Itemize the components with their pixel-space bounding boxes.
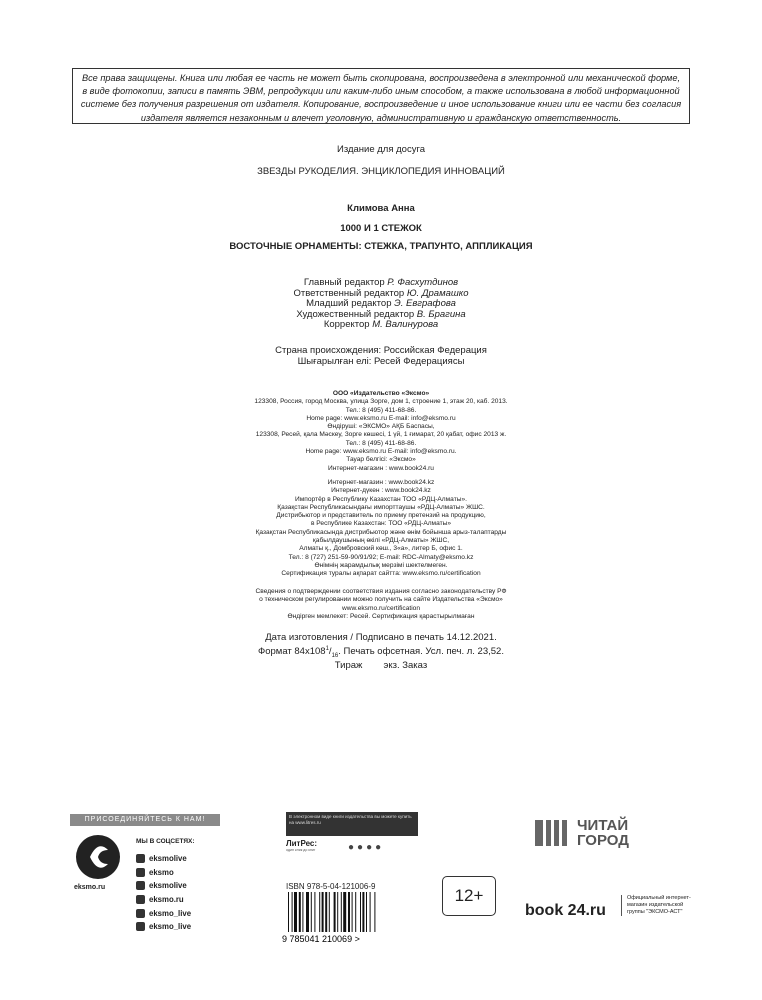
cert-line: о техническом регулировании можно получить на сайте Издательства «Эксмо» [259,596,503,604]
social-item[interactable] [136,866,191,880]
platform-icons: ●●●● [348,842,385,853]
publisher-line: 123308, Россия, город Москва, улица Зорге, дом 1, строение 1, этаж 20, каб. 2013. [254,398,508,406]
credit-role: Корректор [323,319,370,330]
kz-line: Интернет-магазин : www.book24.kz [327,479,435,486]
barcode-bar [325,892,327,932]
barcode-bar [288,892,289,932]
credit-role: Младший редактор [306,298,392,309]
publisher-line: Интернет-магазин : www.book24.ru [328,464,434,472]
barcode-bar [311,892,312,932]
barcode-bar [341,892,342,932]
series-title: ЗВЕЗДЫ РУКОДЕЛИЯ. ЭНЦИКЛОПЕДИЯ ИННОВАЦИЙ [257,166,505,177]
facebook-icon [136,854,145,863]
barcode-bar [360,892,361,932]
kz-block [0,479,762,579]
barcode-bar [348,892,350,932]
publisher-line: ООО «Издательство «Эксмо» [332,390,430,397]
cert-line: www.eksmo.ru/certification [341,604,421,612]
eksmo-logo-icon[interactable] [70,832,126,882]
social-label: eksmo_live [149,908,192,918]
barcode-bar [334,892,336,932]
kz-line: в Республике Казахстан: ТОО «РДЦ-Алматы» [310,520,452,528]
litres-sub: один клик до книг [286,848,316,852]
book24-logo[interactable]: book 24.ru [525,902,606,919]
litres-block[interactable] [286,812,418,872]
eksmo-site-link[interactable]: eksmo.ru [74,884,106,891]
social-list [136,852,191,934]
publisher-line: Home page: www.eksmo.ru E-mail: info@eksmo.ru [306,414,456,422]
barcode-bar [322,892,324,932]
publisher-line: 123308, Ресей, қала Мәскеу, Зорге көшесі, 1 үй, 1 ғимарат, 20 қабат, офис 2013 ж. [255,431,507,439]
barcode-bar [370,892,371,932]
credit-name: В. Брагина [416,308,466,320]
barcode-bar [306,892,309,932]
social-label: eksmo.ru [149,895,184,905]
social-label: eksmolive [149,854,187,864]
barcode-bar [337,892,338,932]
barcode-bar [355,892,356,932]
barcode-bar [299,892,301,932]
edition-label: Издание для досуга [336,144,425,155]
social-label: eksmo_live [149,922,192,932]
credit-role: Художественный редактор [296,308,415,320]
author: Климова Анна [347,203,415,214]
kz-line: Импортёр в Республику Казахстан ТОО «РДЦ-Алматы». [295,495,467,503]
publisher-block [0,390,762,473]
chitai-text [577,818,629,848]
kz-line: Интернет-дүкен : www.book24.kz [331,487,431,495]
credit-name: Ю. Драмашко [406,287,469,299]
publisher-line: Тел.: 8 (495) 411-68-86. [345,406,417,414]
social-label: eksmolive [149,881,187,891]
social-label: eksmo [149,867,174,877]
publisher-line: Өндіруші: «ЭКСМО» АҚБ Баспасы, [327,423,435,431]
format-sub: 16 [331,652,339,659]
publisher-line: Тауар белгісі: «Эксмо» [346,456,416,464]
barcode-bar [366,892,367,932]
barcode-bar [329,892,330,932]
publisher-line: Home page: www.eksmo.ru E-mail: info@eksmo.ru. [305,448,457,456]
kz-line: Сертификация туралы ақпарат сайтта: www.eksmo.ru/certification [281,570,481,578]
print-format: Формат $84x108^1/_{16}$. Печать офсетная. Усл. печ. л. 23,52. [258,645,504,659]
kz-line: қабылдаушының өкілі «РДЦ-Алматы» ЖШС, [312,537,450,545]
litres-logo: ЛитРес: [286,839,318,848]
social-item[interactable] [136,879,191,893]
format-prefix: Формат 84x108 [258,645,326,657]
barcode-bar [302,892,303,932]
origin [0,346,762,367]
cert-block [0,588,762,621]
social-title: МЫ В СОЦСЕТЯХ: [136,838,195,845]
kz-line: Өнімнің жарамдылық мерзімі шектелмеген. [314,561,448,569]
barcode-bar [319,892,320,932]
chitai-line: ГОРОД [577,832,629,849]
instagram-icon [136,881,145,890]
print-run: Тираж экз. Заказ [334,660,428,672]
official-store-note: Официальный интернет-магазин издательской группы "ЭКСМО-АСТ" [621,895,697,916]
kz-line: Тел.: 8 (727) 251-59-90/91/92; E-mail: RDC-Almaty@eksmo.kz [288,553,474,561]
barcode-bar [352,892,353,932]
kz-line: Дистрибьютор и представитель по приему претензий на продукцию, [276,512,486,520]
kz-line: Қазақстан Республикасындағы импорттаушы «РДЦ-Алматы» ЖШС. [277,503,485,511]
print-info [0,633,762,672]
social-item[interactable] [136,893,191,907]
origin-line: Страна происхождения: Российская Федерация [275,345,487,356]
barcode-bar [374,892,375,932]
social-item[interactable] [136,852,191,866]
kz-line: Алматы қ., Домбровский көш., 3«а», литер Б, офис 1. [299,545,463,553]
credit-name: Р. Фасхутдинов [387,277,459,288]
chitai-line: ЧИТАЙ [577,817,629,834]
barcode-bar [294,892,297,932]
barcode-bar [343,892,346,932]
credits [0,278,762,331]
join-banner: ПРИСОЕДИНЯЙТЕСЬ К НАМ! [70,814,220,826]
barcode-bar [362,892,364,932]
youtube-icon [136,909,145,918]
barcode [280,892,410,944]
litres-text: В электронном виде книги издательства вы можете купить на www.litres.ru [286,812,418,836]
isbn: ISBN 978-5-04-121006-9 [286,882,376,891]
barcode-bar [314,892,315,932]
barcode-digits: 9 785041 210069 > [282,934,360,944]
format-sup: 1 [325,645,329,652]
book-title: 1000 И 1 СТЕЖОК [340,223,422,234]
credit-name: М. Валинурова [372,319,439,330]
cert-line: Өндірген мемлекет: Ресей. Сертификация қарастырылмаған [287,612,475,620]
origin-line: Шығарылған елі: Ресей Федерациясы [297,355,465,367]
vk-icon [136,868,145,877]
social-item[interactable] [136,906,191,920]
cert-line: Сведения о подтверждении соответствия издания согласно законодательству РФ [255,588,507,595]
publisher-line: Тел.: 8 (495) 411-68-86. [345,439,417,447]
chitai-gorod-logo[interactable] [535,816,655,850]
social-item[interactable] [136,920,191,934]
kz-line: Қазақстан Республикасында дистрибьютор және өнім бойынша арыз-талаптарды [255,528,507,536]
credit-role: Главный редактор [303,277,385,288]
rights-notice: Все права защищены. Книга или любая ее часть не может быть скопирована, воспроизведена в электронной или механической форме, в виде фотокопии, записи в память ЭВМ, репродукции или каким-либо иным способом, а также использована в любой информационной системе без получения разрешения от издателя. Копирование, воспроизведение и иное использование книги или ее части без согласия издателя является незаконным и влечет уголовную, административную и гражданскую ответственность. [72,68,690,124]
barcode-bar [292,892,293,932]
twitter-icon [136,922,145,931]
credit-name: Э. Евграфова [394,298,456,309]
age-rating-badge: 12+ [442,876,496,916]
plus-icon [136,895,145,904]
print-date: Дата изготовления / Подписано в печать 14.12.2021. [265,632,497,643]
format-suffix: . Печать офсетная. Усл. печ. л. 23,52. [338,645,504,657]
book-subtitle: ВОСТОЧНЫЕ ОРНАМЕНТЫ: СТЕЖКА, ТРАПУНТО, АППЛИКАЦИЯ [229,241,533,252]
credit-role: Ответственный редактор [293,287,405,299]
